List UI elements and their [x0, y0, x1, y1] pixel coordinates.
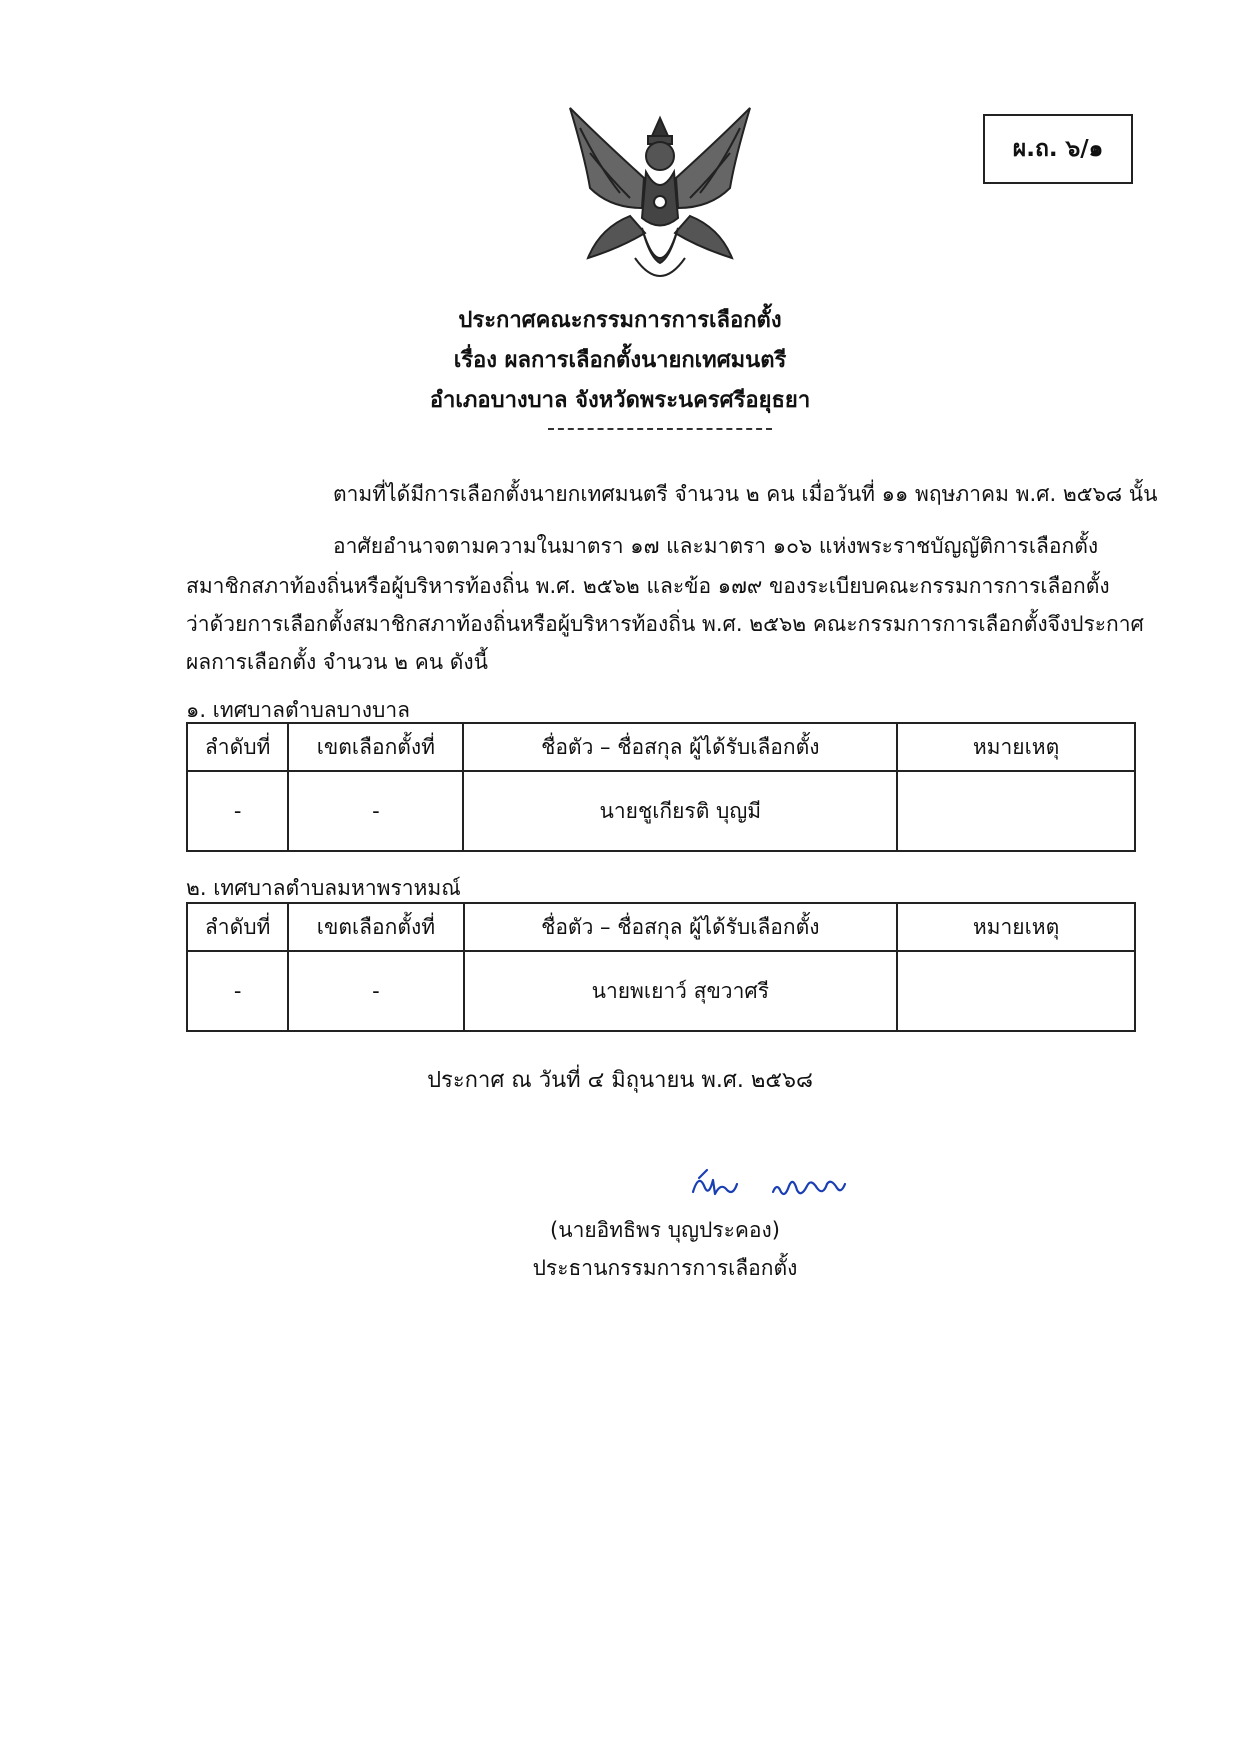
form-code-box: ผ.ถ. ๖/๑	[983, 114, 1133, 184]
table-row	[187, 771, 1135, 851]
header-order: ลำดับที่	[187, 903, 288, 951]
header-district: เขตเลือกตั้งที่	[288, 903, 463, 951]
announcement-location: อำเภอบางบาล จังหวัดพระนครศรีอยุธยา	[429, 388, 811, 413]
table-header-row	[187, 903, 1135, 951]
body-paragraph-3: สมาชิกสภาท้องถิ่นหรือผู้บริหารท้องถิ่น พ.ศ. ๒๕๖๒ และข้อ ๑๗๙ ของระเบียบคณะกรรมการการเลือกตั้ง	[186, 574, 1110, 598]
header-remark: หมายเหตุ	[897, 723, 1135, 771]
cell-order: -	[187, 951, 288, 1031]
table-row	[187, 951, 1135, 1031]
cell-order: -	[187, 771, 288, 851]
signatory-name: (นายอิทธิพร บุญประคอง)	[550, 1218, 780, 1242]
header-name: ชื่อตัว – ชื่อสกุล ผู้ได้รับเลือกตั้ง	[464, 903, 898, 951]
body-paragraph-2: อาศัยอำนาจตามความในมาตรา ๑๗ และมาตรา ๑๐๖ แห่งพระราชบัญญัติการเลือกตั้ง	[333, 534, 1099, 558]
cell-name: นายชูเกียรติ บุญมี	[463, 771, 897, 851]
header-divider	[548, 428, 772, 430]
section-label-2: ๒. เทศบาลตำบลมหาพราหมณ์	[186, 876, 461, 900]
cell-remark	[897, 951, 1135, 1031]
garuda-emblem-icon	[560, 98, 760, 294]
header-name: ชื่อตัว – ชื่อสกุล ผู้ได้รับเลือกตั้ง	[463, 723, 897, 771]
body-paragraph-5: ผลการเลือกตั้ง จำนวน ๒ คน ดังนี้	[186, 650, 489, 674]
results-table-2	[186, 902, 1136, 1032]
cell-district: -	[288, 951, 463, 1031]
handwritten-signature	[685, 1162, 855, 1206]
header-order: ลำดับที่	[187, 723, 288, 771]
header-remark: หมายเหตุ	[897, 903, 1135, 951]
results-table-1	[186, 722, 1136, 852]
body-paragraph-4: ว่าด้วยการเลือกตั้งสมาชิกสภาท้องถิ่นหรือผู้บริหารท้องถิ่น พ.ศ. ๒๕๖๒ คณะกรรมการการเลือกตั้งจึงประกาศ	[186, 612, 1144, 636]
cell-remark	[897, 771, 1135, 851]
announce-date: ประกาศ ณ วันที่ ๔ มิถุนายน พ.ศ. ๒๕๖๘	[427, 1068, 813, 1093]
header-district: เขตเลือกตั้งที่	[288, 723, 463, 771]
body-paragraph-1: ตามที่ได้มีการเลือกตั้งนายกเทศมนตรี จำนวน ๒ คน เมื่อวันที่ ๑๑ พฤษภาคม พ.ศ. ๒๕๖๘ นั้น	[333, 482, 1158, 506]
cell-district: -	[288, 771, 463, 851]
section-label-1: ๑. เทศบาลตำบลบางบาล	[186, 698, 411, 722]
announcement-title: ประกาศคณะกรรมการการเลือกตั้ง	[458, 308, 782, 333]
table-header-row	[187, 723, 1135, 771]
announcement-subject: เรื่อง ผลการเลือกตั้งนายกเทศมนตรี	[453, 348, 787, 373]
cell-name: นายพเยาว์ สุขวาศรี	[464, 951, 898, 1031]
signatory-title: ประธานกรรมการการเลือกตั้ง	[532, 1256, 798, 1280]
